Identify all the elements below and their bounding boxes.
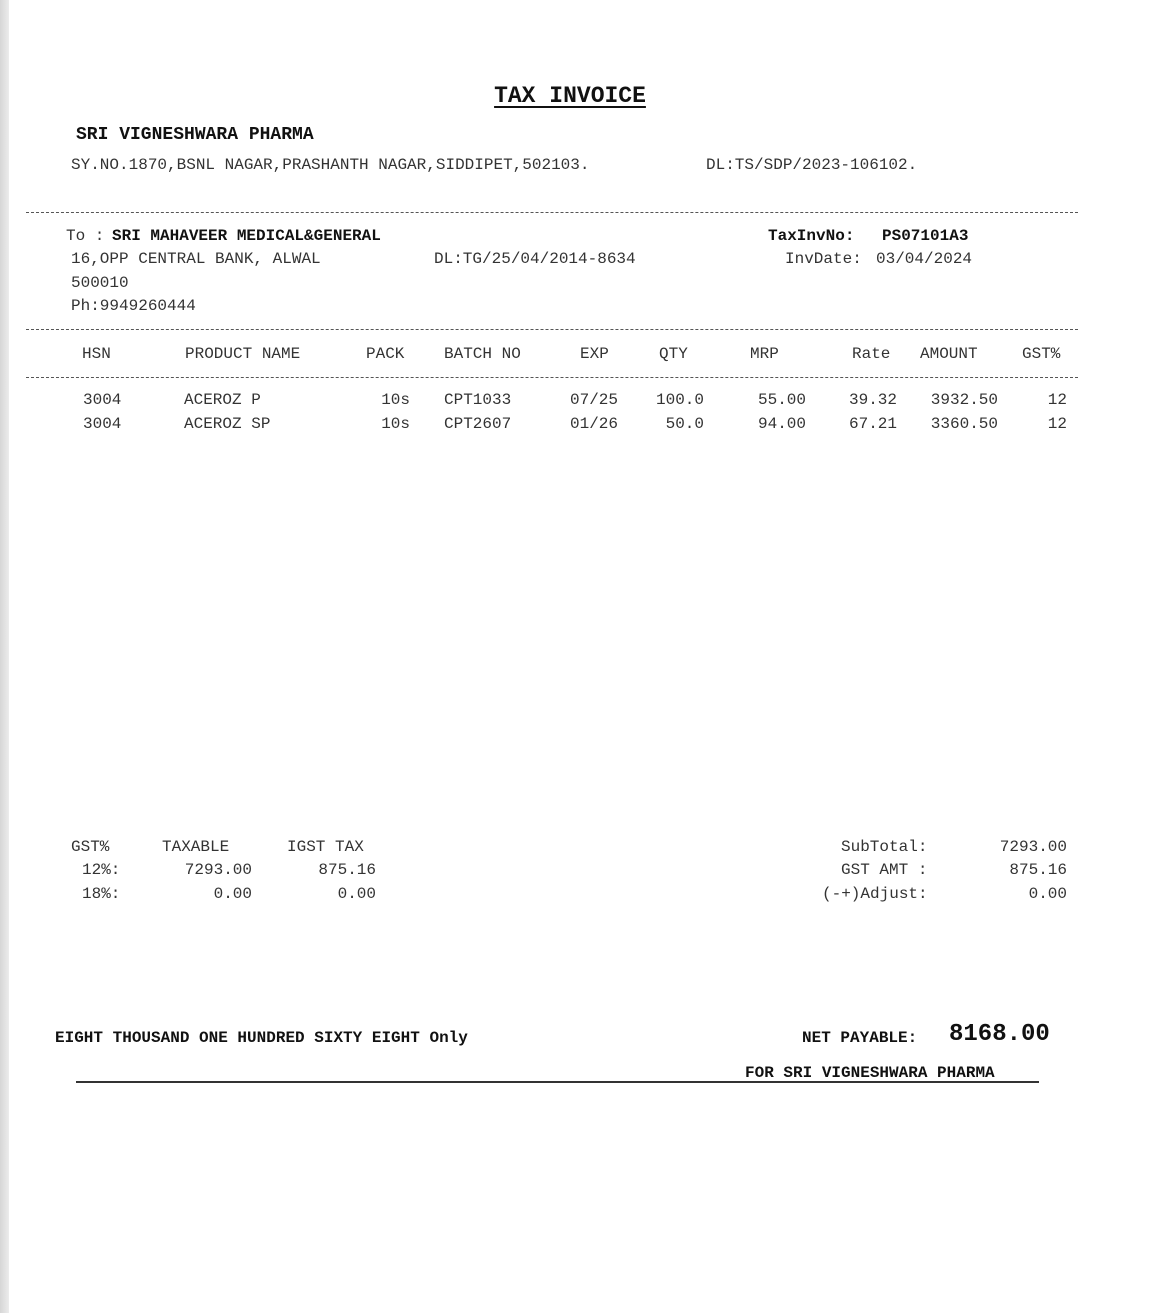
- seller-address: SY.NO.1870,BSNL NAGAR,PRASHANTH NAGAR,SIDDIPET,502103.: [71, 156, 590, 174]
- adjust-value: 0.00: [1028, 885, 1067, 903]
- cell-rate: 67.21: [848, 415, 897, 433]
- col-header-batch: BATCH NO: [444, 345, 521, 363]
- tax-gst-rate: 12%:: [82, 861, 121, 879]
- cell-gst: 12: [1047, 391, 1067, 409]
- cell-pack: 10s: [381, 391, 410, 409]
- invoice-no-label: TaxInvNo:: [768, 227, 855, 245]
- col-header-rate: Rate: [852, 345, 891, 363]
- col-header-exp: EXP: [580, 345, 609, 363]
- cell-batch: CPT2607: [444, 415, 512, 433]
- invoice-title: TAX INVOICE: [494, 83, 646, 109]
- divider-header-top: [26, 329, 1078, 330]
- divider-top: [26, 212, 1078, 213]
- col-header-gst: GST%: [1022, 345, 1061, 363]
- cell-product: ACEROZ P: [184, 391, 261, 409]
- gst-amt-label: GST AMT :: [841, 861, 928, 879]
- cell-hsn: 3004: [83, 391, 122, 409]
- cell-mrp: 94.00: [757, 415, 806, 433]
- buyer-address-line1: 16,OPP CENTRAL BANK, ALWAL: [71, 250, 321, 268]
- col-header-mrp: MRP: [750, 345, 779, 363]
- col-header-pack: PACK: [366, 345, 405, 363]
- cell-exp: 01/26: [570, 415, 619, 433]
- cell-exp: 07/25: [570, 391, 619, 409]
- cell-product: ACEROZ SP: [184, 415, 271, 433]
- cell-rate: 39.32: [848, 391, 897, 409]
- net-payable-label: NET PAYABLE:: [802, 1029, 918, 1047]
- cell-gst: 12: [1047, 415, 1067, 433]
- amount-in-words: EIGHT THOUSAND ONE HUNDRED SIXTY EIGHT Only: [55, 1029, 468, 1047]
- col-header-amount: AMOUNT: [920, 345, 978, 363]
- seller-dl: DL:TS/SDP/2023-106102.: [706, 156, 918, 174]
- cell-amount: 3932.50: [930, 391, 998, 409]
- cell-hsn: 3004: [83, 415, 122, 433]
- buyer-phone: Ph:9949260444: [71, 297, 196, 315]
- tax-igst: 0.00: [337, 885, 376, 903]
- tax-header-taxable: TAXABLE: [162, 838, 230, 856]
- col-header-qty: QTY: [659, 345, 688, 363]
- cell-qty: 50.0: [665, 415, 704, 433]
- cell-batch: CPT1033: [444, 391, 512, 409]
- footer-rule: [76, 1081, 1039, 1083]
- buyer-to-label: To :: [66, 227, 105, 245]
- seller-name: SRI VIGNESHWARA PHARMA: [76, 125, 314, 145]
- tax-header-igst: IGST TAX: [287, 838, 364, 856]
- tax-taxable: 0.00: [213, 885, 252, 903]
- cell-amount: 3360.50: [930, 415, 998, 433]
- net-payable-value: 8168.00: [949, 1021, 1050, 1048]
- signatory: FOR SRI VIGNESHWARA PHARMA: [745, 1064, 995, 1082]
- invoice-date: 03/04/2024: [876, 250, 973, 268]
- col-header-hsn: HSN: [82, 345, 111, 363]
- buyer-name: SRI MAHAVEER MEDICAL&GENERAL: [112, 227, 381, 245]
- cell-pack: 10s: [381, 415, 410, 433]
- page-edge-shadow: [0, 0, 9, 1313]
- subtotal-label: SubTotal:: [841, 838, 928, 856]
- gst-amt-value: 875.16: [1009, 861, 1067, 879]
- adjust-label: (-+)Adjust:: [822, 885, 928, 903]
- divider-header-bottom: [26, 377, 1078, 378]
- invoice-date-label: InvDate:: [785, 250, 862, 268]
- cell-qty: 100.0: [655, 391, 704, 409]
- cell-mrp: 55.00: [757, 391, 806, 409]
- tax-igst: 875.16: [318, 861, 376, 879]
- col-header-product: PRODUCT NAME: [185, 345, 301, 363]
- buyer-address-line2: 500010: [71, 274, 129, 292]
- buyer-dl: DL:TG/25/04/2014-8634: [434, 250, 636, 268]
- tax-header-gst: GST%: [71, 838, 110, 856]
- invoice-no: PS07101A3: [882, 227, 969, 245]
- tax-gst-rate: 18%:: [82, 885, 121, 903]
- tax-taxable: 7293.00: [184, 861, 252, 879]
- subtotal-value: 7293.00: [999, 838, 1067, 856]
